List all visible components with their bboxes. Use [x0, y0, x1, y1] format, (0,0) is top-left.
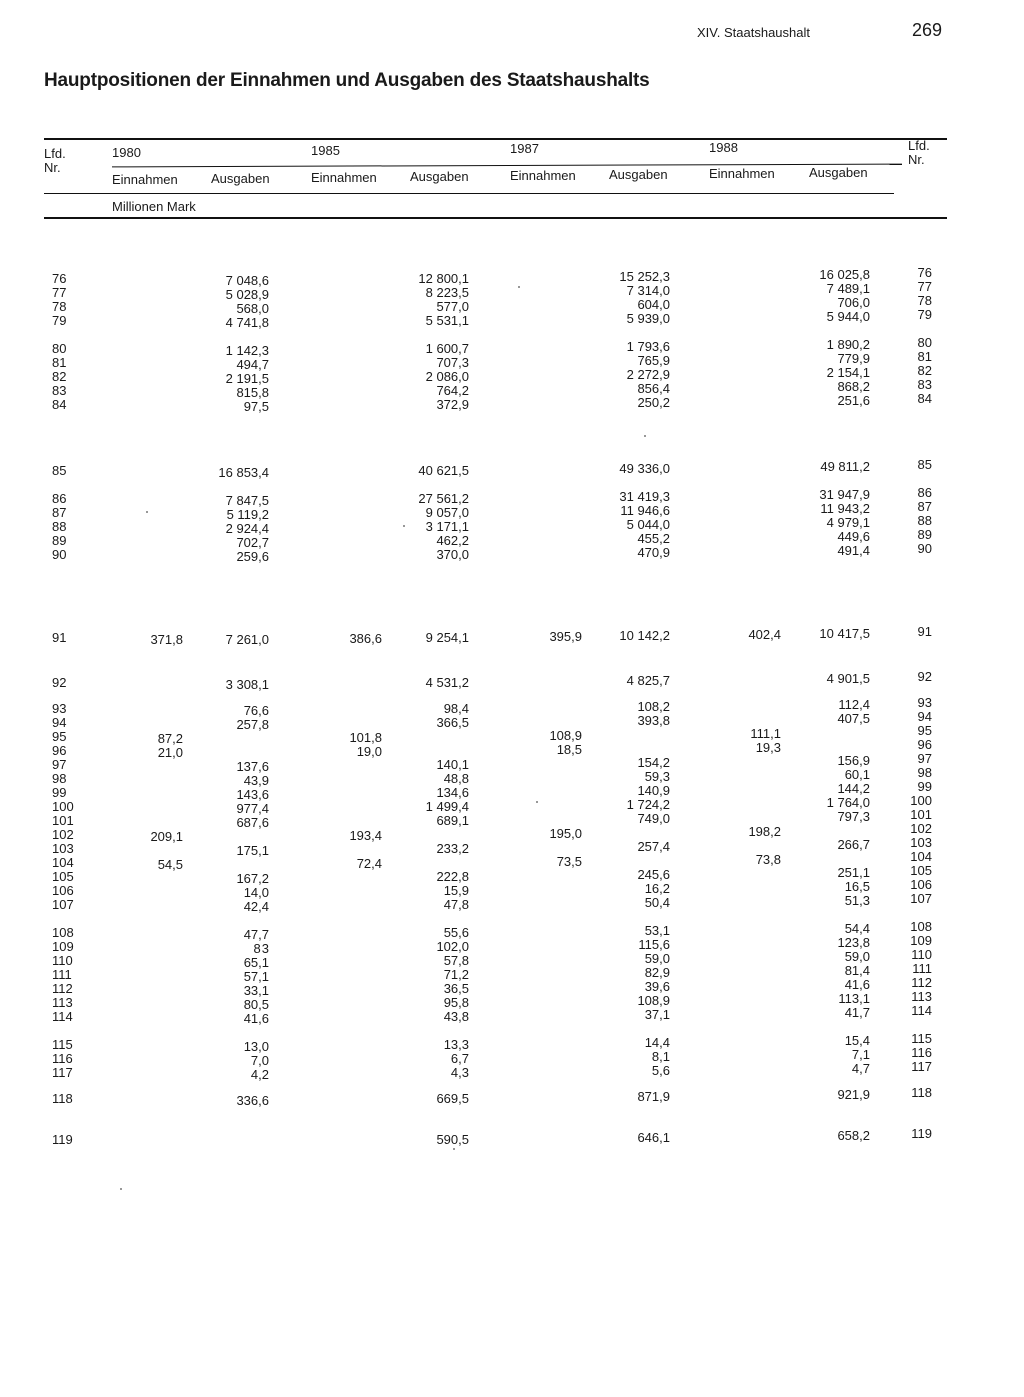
table-cell-1988-einnahmen: 19,3: [755, 740, 781, 755]
row-number-right: 96: [917, 737, 932, 752]
table-cell-1985-ausgaben: 36,5: [443, 981, 469, 996]
table-cell-1985-ausgaben: 47,8: [443, 897, 469, 912]
table-cell-1988-ausgaben: 449,6: [837, 529, 870, 544]
table-cell-1980-ausgaben: 5 119,2: [226, 507, 269, 522]
table-cell-1988-ausgaben: 156,9: [837, 753, 870, 768]
row-number-left: 106: [52, 883, 74, 898]
table-cell-1987-einnahmen: 18,5: [556, 742, 582, 757]
row-number-right: 98: [917, 765, 932, 780]
table-cell-1988-einnahmen: 198,2: [748, 824, 781, 839]
table-cell-1985-ausgaben: 71,2: [443, 967, 469, 982]
year-underline: [112, 164, 902, 168]
table-cell-1987-ausgaben: 82,9: [644, 965, 670, 980]
row-number-left: 112: [52, 981, 73, 996]
header-bottom-rule: [44, 217, 947, 219]
table-cell-1980-ausgaben: 7 847,5: [225, 493, 269, 508]
lfd-nr-right-line1: Lfd.: [908, 138, 930, 153]
table-cell-1987-ausgaben: 115,6: [638, 937, 670, 952]
scan-speck: [403, 525, 405, 527]
table-cell-1987-ausgaben: 15 252,3: [619, 269, 670, 284]
table-cell-1988-ausgaben: 5 944,0: [826, 309, 870, 324]
year-1980: 1980: [112, 145, 141, 160]
table-cell-1987-ausgaben: 10 142,2: [619, 628, 670, 643]
row-number-left: 99: [52, 785, 67, 800]
table-cell-1988-ausgaben: 10 417,5: [819, 626, 870, 641]
row-number-right: 85: [917, 457, 932, 472]
table-cell-1980-ausgaben: 7 048,6: [225, 273, 269, 288]
row-number-right: 112: [911, 975, 932, 990]
table-cell-1987-ausgaben: 5 044,0: [626, 517, 670, 532]
table-cell-1988-ausgaben: 113,1: [838, 991, 870, 1006]
table-cell-1985-ausgaben: 48,8: [443, 771, 469, 786]
row-number-left: 98: [52, 771, 67, 786]
row-number-left: 116: [52, 1051, 73, 1066]
row-number-left: 117: [52, 1065, 73, 1080]
row-number-left: 95: [52, 729, 67, 744]
table-cell-1987-ausgaben: 108,9: [637, 993, 670, 1008]
table-cell-1988-ausgaben: 54,4: [844, 921, 870, 936]
table-cell-1980-ausgaben: 33,1: [243, 983, 269, 998]
row-number-left: 91: [52, 630, 67, 645]
table-cell-1980-ausgaben: 568,0: [236, 301, 269, 316]
row-number-right: 97: [917, 751, 932, 766]
row-number-right: 92: [917, 669, 932, 684]
row-number-right: 110: [911, 947, 932, 962]
table-cell-1985-ausgaben: 222,8: [436, 869, 469, 884]
table-cell-1985-ausgaben: 462,2: [436, 533, 469, 548]
table-cell-1987-ausgaben: 257,4: [637, 839, 670, 854]
table-cell-1985-ausgaben: 8 223,5: [425, 285, 469, 300]
table-cell-1985-ausgaben: 3 171,1: [425, 519, 469, 534]
table-cell-1980-ausgaben: 47,7: [243, 927, 269, 942]
table-cell-1988-ausgaben: 15,4: [844, 1033, 870, 1048]
table-cell-1985-ausgaben: 55,6: [443, 925, 469, 940]
row-number-left: 84: [52, 397, 67, 412]
table-cell-1985-ausgaben: 5 531,1: [425, 313, 469, 328]
table-cell-1980-ausgaben: 143,6: [236, 787, 269, 802]
row-number-right: 116: [911, 1045, 932, 1060]
row-number-left: 80: [52, 341, 67, 356]
lfd-nr-left-line1: Lfd.: [44, 146, 66, 161]
table-cell-1987-ausgaben: 470,9: [637, 545, 670, 560]
table-cell-1985-ausgaben: 27 561,2: [418, 491, 469, 506]
row-number-left: 115: [52, 1037, 73, 1052]
table-cell-1987-ausgaben: 59,3: [644, 769, 670, 784]
table-cell-1985-einnahmen: 19,0: [356, 744, 382, 759]
table-cell-1988-ausgaben: 60,1: [844, 767, 870, 782]
table-cell-1985-ausgaben: 233,2: [436, 841, 469, 856]
row-number-left: 82: [52, 369, 67, 384]
table-cell-1985-ausgaben: 95,8: [443, 995, 469, 1010]
table-cell-1988-ausgaben: 49 811,2: [820, 459, 870, 474]
table-cell-1980-ausgaben: 65,1: [243, 955, 269, 970]
row-number-right: 90: [917, 541, 932, 556]
table-cell-1987-einnahmen: 195,0: [549, 826, 582, 841]
table-cell-1985-ausgaben: 9 057,0: [425, 505, 469, 520]
row-number-left: 83: [52, 383, 67, 398]
table-cell-1985-ausgaben: 372,9: [436, 397, 469, 412]
table-cell-1980-ausgaben: 97,5: [243, 399, 269, 414]
table-cell-1980-ausgaben: 2 924,4: [225, 521, 269, 536]
table-cell-1985-ausgaben: 707,3: [436, 355, 469, 370]
table-cell-1987-ausgaben: 871,9: [637, 1089, 670, 1104]
row-number-left: 118: [52, 1091, 73, 1106]
table-cell-1980-ausgaben: 4,2: [250, 1067, 269, 1082]
row-number-right: 101: [910, 807, 932, 822]
row-number-left: 85: [52, 463, 67, 478]
table-cell-1987-ausgaben: 765,9: [637, 353, 670, 368]
row-number-left: 100: [52, 799, 74, 814]
table-cell-1987-ausgaben: 108,2: [637, 699, 670, 714]
table-cell-1985-ausgaben: 577,0: [436, 299, 469, 314]
row-number-left: 90: [52, 547, 67, 562]
row-number-left: 108: [52, 925, 74, 940]
table-cell-1980-ausgaben: 7,0: [250, 1053, 269, 1068]
table-cell-1985-ausgaben: 4,3: [450, 1065, 469, 1080]
table-cell-1980-ausgaben: 137,6: [236, 759, 269, 774]
row-number-left: 87: [52, 505, 67, 520]
table-cell-1985-ausgaben: 13,3: [443, 1037, 469, 1052]
table-cell-1987-einnahmen: 108,9: [549, 728, 582, 743]
table-cell-1987-ausgaben: 16,2: [644, 881, 670, 896]
einnahmen-1988: Einnahmen: [709, 166, 775, 181]
table-cell-1980-ausgaben: 336,6: [236, 1093, 269, 1108]
row-number-left: 86: [52, 491, 67, 506]
table-cell-1987-ausgaben: 5 939,0: [626, 311, 670, 326]
table-cell-1988-ausgaben: 921,9: [837, 1087, 870, 1102]
einnahmen-1987: Einnahmen: [510, 168, 576, 183]
row-number-right: 117: [911, 1059, 932, 1074]
table-cell-1987-ausgaben: 1 724,2: [626, 797, 670, 812]
row-number-right: 100: [910, 793, 932, 808]
table-cell-1985-ausgaben: 669,5: [436, 1091, 469, 1106]
row-number-left: 119: [52, 1132, 73, 1147]
table-cell-1987-ausgaben: 245,6: [637, 867, 670, 882]
table-cell-1988-ausgaben: 11 943,2: [820, 501, 870, 516]
table-cell-1987-ausgaben: 49 336,0: [619, 461, 670, 476]
row-number-right: 77: [917, 279, 932, 294]
table-cell-1988-einnahmen: 402,4: [748, 627, 781, 642]
row-number-left: 78: [52, 299, 67, 314]
table-cell-1988-einnahmen: 73,8: [755, 852, 781, 867]
row-number-right: 113: [911, 989, 932, 1004]
table-cell-1988-ausgaben: 16,5: [844, 879, 870, 894]
row-number-right: 109: [910, 933, 932, 948]
table-cell-1988-ausgaben: 658,2: [837, 1128, 870, 1143]
row-number-left: 81: [52, 355, 67, 370]
row-number-right: 102: [910, 821, 932, 836]
scan-speck: [453, 1148, 455, 1150]
unit-label: Millionen Mark: [112, 199, 196, 214]
row-number-right: 82: [917, 363, 932, 378]
table-cell-1988-ausgaben: 31 947,9: [819, 487, 870, 502]
row-number-left: 77: [52, 285, 67, 300]
row-number-left: 96: [52, 743, 67, 758]
row-number-left: 109: [52, 939, 74, 954]
header-top-rule: [44, 138, 947, 140]
table-cell-1980-ausgaben: 3 308,1: [225, 677, 269, 692]
scan-speck: [120, 1188, 122, 1190]
ausgaben-1987: Ausgaben: [609, 167, 668, 182]
einnahmen-1980: Einnahmen: [112, 172, 178, 187]
row-number-right: 86: [917, 485, 932, 500]
table-cell-1980-einnahmen: 209,1: [150, 829, 183, 844]
table-cell-1980-ausgaben: 815,8: [236, 385, 269, 400]
page-title: Hauptpositionen der Einnahmen und Ausgaben des Staatshaushalts: [44, 70, 650, 91]
row-number-right: 88: [917, 513, 932, 528]
table-cell-1988-ausgaben: 251,1: [837, 865, 870, 880]
scan-speck: [146, 511, 148, 513]
table-cell-1980-einnahmen: 371,8: [150, 632, 183, 647]
table-cell-1980-ausgaben: 42,4: [243, 899, 269, 914]
row-number-right: 80: [917, 335, 932, 350]
table-cell-1980-ausgaben: 16 853,4: [218, 465, 269, 480]
lfd-nr-left-line2: Nr.: [44, 160, 61, 175]
table-cell-1987-ausgaben: 646,1: [637, 1130, 670, 1145]
table-cell-1988-ausgaben: 1 890,2: [826, 337, 870, 352]
table-cell-1980-ausgaben: 257,8: [236, 717, 269, 732]
table-cell-1988-ausgaben: 7 489,1: [826, 281, 870, 296]
row-number-right: 99: [917, 779, 932, 794]
table-cell-1985-ausgaben: 6,7: [450, 1051, 469, 1066]
table-cell-1985-einnahmen: 72,4: [356, 856, 382, 871]
table-cell-1985-ausgaben: 140,1: [436, 757, 469, 772]
table-cell-1985-ausgaben: 98,4: [443, 701, 469, 716]
row-number-right: 78: [917, 293, 932, 308]
table-cell-1988-ausgaben: 59,0: [844, 949, 870, 964]
table-cell-1988-ausgaben: 4,7: [851, 1061, 870, 1076]
row-number-left: 105: [52, 869, 74, 884]
row-number-right: 76: [917, 265, 932, 280]
table-cell-1985-ausgaben: 40 621,5: [418, 463, 469, 478]
table-cell-1985-ausgaben: 1 499,4: [425, 799, 469, 814]
table-cell-1980-ausgaben: 13,0: [243, 1039, 269, 1054]
table-cell-1980-ausgaben: 2 191,5: [225, 371, 269, 386]
table-cell-1987-einnahmen: 395,9: [549, 629, 582, 644]
table-cell-1987-ausgaben: 50,4: [644, 895, 670, 910]
row-number-right: 95: [917, 723, 932, 738]
row-number-left: 114: [52, 1009, 73, 1024]
table-cell-1988-ausgaben: 112,4: [838, 697, 870, 712]
table-cell-1988-ausgaben: 407,5: [837, 711, 870, 726]
table-cell-1987-ausgaben: 31 419,3: [619, 489, 670, 504]
table-cell-1980-ausgaben: 80,5: [243, 997, 269, 1012]
row-number-left: 93: [52, 701, 67, 716]
table-cell-1987-ausgaben: 856,4: [637, 381, 670, 396]
row-number-right: 114: [911, 1003, 932, 1018]
table-cell-1985-einnahmen: 386,6: [349, 631, 382, 646]
row-number-right: 89: [917, 527, 932, 542]
year-1987: 1987: [510, 141, 539, 156]
table-cell-1987-ausgaben: 2 272,9: [626, 367, 670, 382]
row-number-right: 118: [911, 1085, 932, 1100]
table-cell-1985-ausgaben: 366,5: [436, 715, 469, 730]
subheader-rule: [44, 193, 894, 194]
table-cell-1980-ausgaben: 977,4: [236, 801, 269, 816]
table-cell-1988-ausgaben: 266,7: [837, 837, 870, 852]
table-cell-1980-einnahmen: 21,0: [157, 745, 183, 760]
table-cell-1987-einnahmen: 73,5: [556, 854, 582, 869]
table-cell-1988-ausgaben: 1 764,0: [826, 795, 870, 810]
row-number-right: 105: [910, 863, 932, 878]
table-cell-1988-ausgaben: 4 979,1: [826, 515, 870, 530]
table-cell-1980-ausgaben: 494,7: [236, 357, 269, 372]
row-number-right: 104: [910, 849, 932, 864]
row-number-right: 93: [917, 695, 932, 710]
table-cell-1988-ausgaben: 81,4: [844, 963, 870, 978]
row-number-left: 111: [52, 967, 72, 982]
table-cell-1987-ausgaben: 59,0: [644, 951, 670, 966]
table-cell-1980-ausgaben: 76,6: [243, 703, 269, 718]
row-number-right: 103: [910, 835, 932, 850]
table-cell-1980-ausgaben: 41,6: [243, 1011, 269, 1026]
row-number-left: 97: [52, 757, 67, 772]
table-cell-1985-ausgaben: 590,5: [436, 1132, 469, 1147]
table-cell-1987-ausgaben: 393,8: [637, 713, 670, 728]
table-cell-1985-ausgaben: 4 531,2: [425, 675, 469, 690]
table-cell-1980-ausgaben: 8 3: [253, 941, 269, 956]
row-number-left: 94: [52, 715, 67, 730]
lfd-nr-right-line2: Nr.: [908, 152, 925, 167]
table-cell-1987-ausgaben: 14,4: [644, 1035, 670, 1050]
table-cell-1985-ausgaben: 15,9: [443, 883, 469, 898]
table-cell-1987-ausgaben: 455,2: [637, 531, 670, 546]
year-1985: 1985: [311, 143, 340, 158]
row-number-right: 79: [917, 307, 932, 322]
table-cell-1988-ausgaben: 797,3: [837, 809, 870, 824]
table-cell-1988-ausgaben: 2 154,1: [826, 365, 870, 380]
table-cell-1985-ausgaben: 9 254,1: [425, 630, 469, 645]
row-number-left: 107: [52, 897, 74, 912]
table-cell-1985-ausgaben: 57,8: [443, 953, 469, 968]
table-cell-1988-ausgaben: 779,9: [837, 351, 870, 366]
row-number-left: 88: [52, 519, 67, 534]
table-cell-1988-ausgaben: 251,6: [837, 393, 870, 408]
row-number-left: 113: [52, 995, 73, 1010]
table-cell-1987-ausgaben: 37,1: [644, 1007, 670, 1022]
table-cell-1980-ausgaben: 57,1: [243, 969, 269, 984]
row-number-left: 104: [52, 855, 74, 870]
table-cell-1985-ausgaben: 102,0: [436, 939, 469, 954]
table-cell-1980-ausgaben: 1 142,3: [225, 343, 269, 358]
table-cell-1980-ausgaben: 687,6: [236, 815, 269, 830]
table-cell-1988-ausgaben: 144,2: [837, 781, 870, 796]
table-cell-1980-einnahmen: 87,2: [157, 731, 183, 746]
row-number-right: 119: [911, 1126, 932, 1141]
row-number-right: 84: [917, 391, 932, 406]
table-cell-1980-einnahmen: 54,5: [157, 857, 183, 872]
row-number-right: 106: [910, 877, 932, 892]
row-number-right: 111: [912, 961, 932, 976]
page-number: 269: [912, 20, 943, 40]
table-cell-1987-ausgaben: 749,0: [637, 811, 670, 826]
year-1988: 1988: [709, 140, 738, 155]
row-number-right: 108: [910, 919, 932, 934]
table-cell-1988-ausgaben: 7,1: [851, 1047, 870, 1062]
scan-speck: [518, 286, 520, 288]
table-cell-1988-ausgaben: 491,4: [837, 543, 870, 558]
table-cell-1988-ausgaben: 123,8: [837, 935, 870, 950]
table-cell-1988-einnahmen: 111,1: [750, 726, 781, 741]
table-cell-1988-ausgaben: 41,7: [844, 1005, 870, 1020]
row-number-left: 110: [52, 953, 73, 968]
chapter-heading: XIV. Staatshaushalt: [697, 25, 810, 40]
table-cell-1987-ausgaben: 604,0: [637, 297, 670, 312]
table-cell-1980-ausgaben: 4 741,8: [225, 315, 269, 330]
ausgaben-1985: Ausgaben: [410, 169, 469, 184]
table-cell-1980-ausgaben: 175,1: [236, 843, 269, 858]
table-cell-1988-ausgaben: 16 025,8: [819, 267, 870, 282]
scan-speck: [644, 435, 646, 437]
table-cell-1985-ausgaben: 2 086,0: [425, 369, 469, 384]
table-cell-1987-ausgaben: 140,9: [637, 783, 670, 798]
table-cell-1980-ausgaben: 259,6: [236, 549, 269, 564]
table-cell-1987-ausgaben: 250,2: [637, 395, 670, 410]
row-number-left: 79: [52, 313, 67, 328]
row-number-left: 102: [52, 827, 74, 842]
scan-speck: [536, 801, 538, 803]
table-cell-1985-ausgaben: 764,2: [436, 383, 469, 398]
table-cell-1987-ausgaben: 53,1: [644, 923, 670, 938]
ausgaben-1988: Ausgaben: [809, 165, 868, 180]
table-cell-1985-ausgaben: 689,1: [436, 813, 469, 828]
row-number-left: 103: [52, 841, 74, 856]
table-cell-1980-ausgaben: 5 028,9: [225, 287, 269, 302]
table-cell-1987-ausgaben: 7 314,0: [626, 283, 670, 298]
table-cell-1985-ausgaben: 12 800,1: [418, 271, 469, 286]
row-number-right: 115: [911, 1031, 932, 1046]
row-number-left: 92: [52, 675, 67, 690]
row-number-right: 91: [917, 624, 932, 639]
table-cell-1985-ausgaben: 134,6: [436, 785, 469, 800]
table-cell-1985-einnahmen: 101,8: [349, 730, 382, 745]
table-cell-1988-ausgaben: 706,0: [837, 295, 870, 310]
row-number-right: 87: [917, 499, 932, 514]
table-cell-1980-ausgaben: 167,2: [236, 871, 269, 886]
table-cell-1985-ausgaben: 43,8: [443, 1009, 469, 1024]
table-cell-1980-ausgaben: 14,0: [243, 885, 269, 900]
table-cell-1988-ausgaben: 41,6: [844, 977, 870, 992]
einnahmen-1985: Einnahmen: [311, 170, 377, 185]
table-cell-1987-ausgaben: 1 793,6: [626, 339, 670, 354]
table-cell-1987-ausgaben: 154,2: [637, 755, 670, 770]
table-cell-1980-ausgaben: 7 261,0: [225, 632, 269, 647]
table-cell-1985-ausgaben: 370,0: [436, 547, 469, 562]
table-cell-1987-ausgaben: 5,6: [651, 1063, 670, 1078]
ausgaben-1980: Ausgaben: [211, 171, 270, 186]
row-number-left: 101: [52, 813, 74, 828]
table-cell-1988-ausgaben: 51,3: [844, 893, 870, 908]
table-cell-1985-einnahmen: 193,4: [349, 828, 382, 843]
table-cell-1988-ausgaben: 4 901,5: [826, 671, 870, 686]
table-cell-1988-ausgaben: 868,2: [837, 379, 870, 394]
table-cell-1980-ausgaben: 43,9: [243, 773, 269, 788]
row-number-right: 83: [917, 377, 932, 392]
row-number-left: 89: [52, 533, 67, 548]
row-number-right: 107: [910, 891, 932, 906]
table-cell-1987-ausgaben: 39,6: [644, 979, 670, 994]
row-number-left: 76: [52, 271, 67, 286]
row-number-right: 94: [917, 709, 932, 724]
row-number-right: 81: [917, 349, 932, 364]
table-cell-1980-ausgaben: 702,7: [236, 535, 269, 550]
table-cell-1987-ausgaben: 8,1: [651, 1049, 670, 1064]
table-cell-1987-ausgaben: 4 825,7: [626, 673, 670, 688]
table-cell-1985-ausgaben: 1 600,7: [425, 341, 469, 356]
table-cell-1987-ausgaben: 11 946,6: [620, 503, 670, 518]
